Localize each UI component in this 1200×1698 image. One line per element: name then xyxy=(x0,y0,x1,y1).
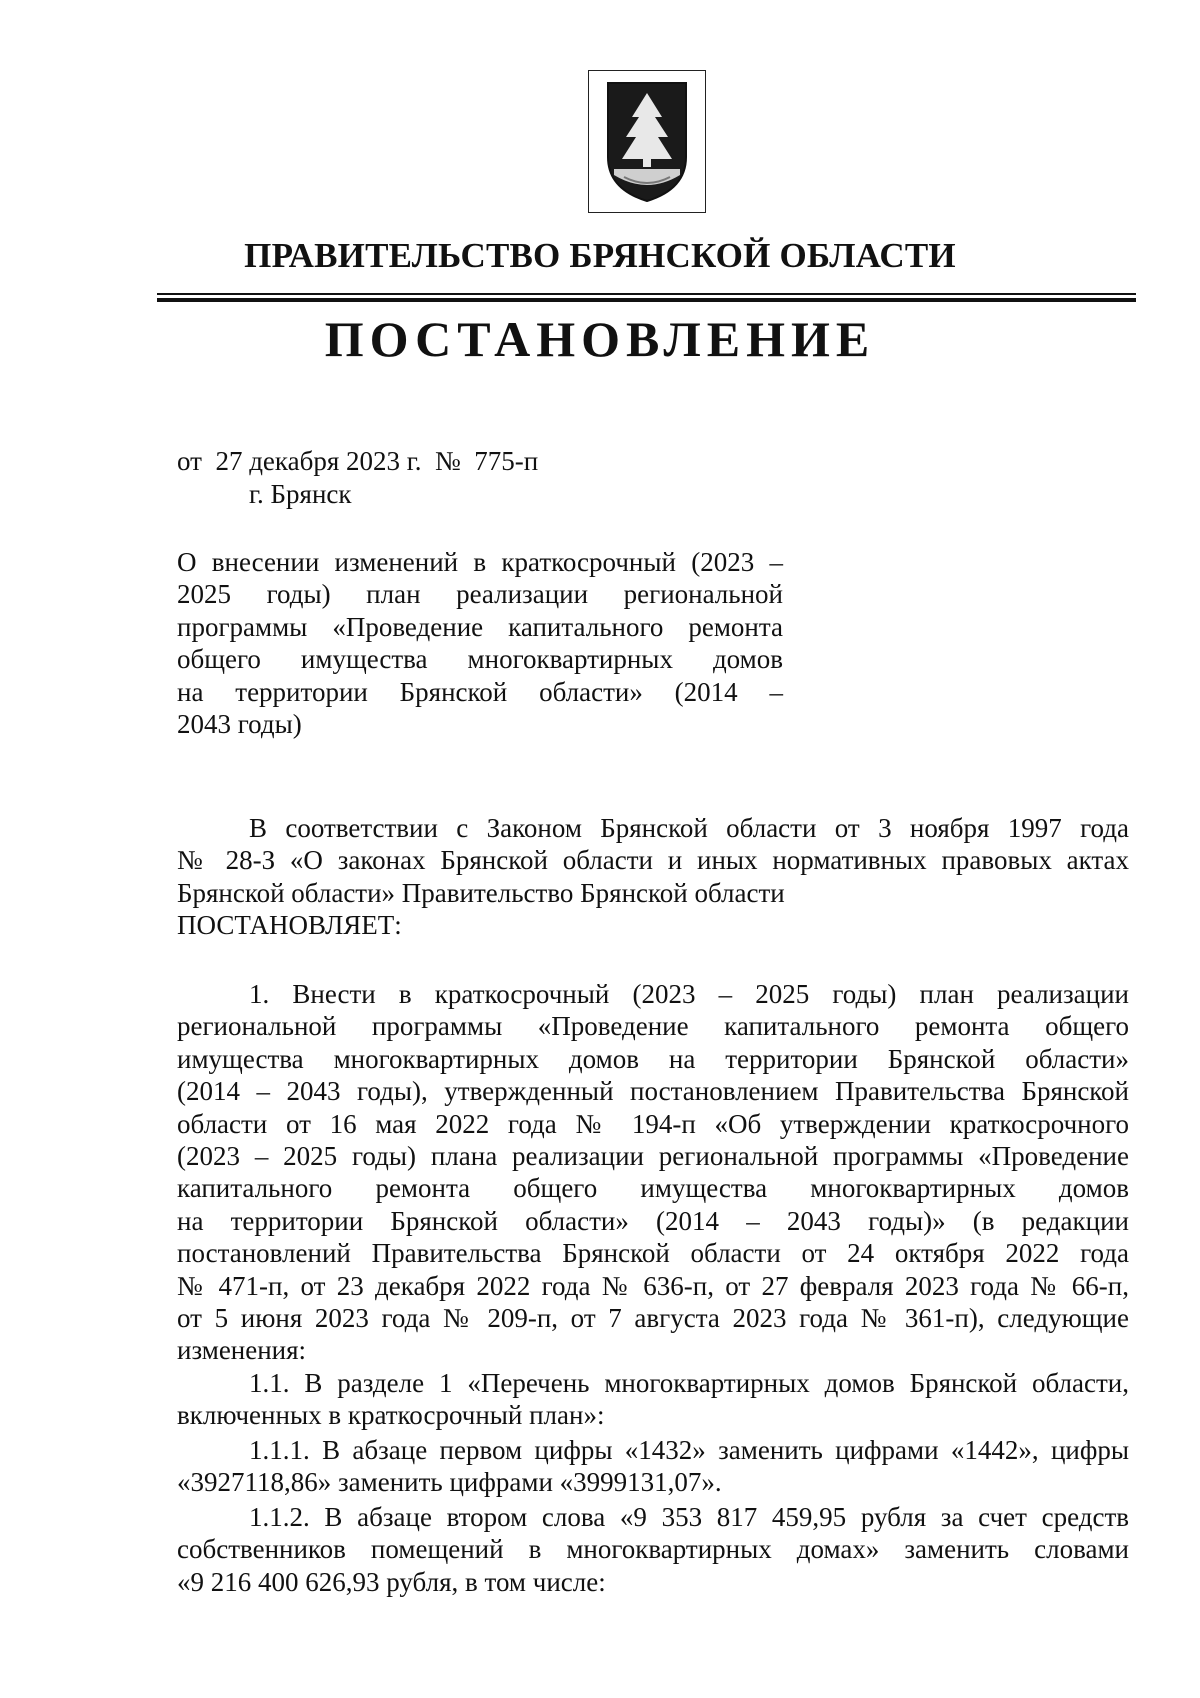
emblem-icon xyxy=(594,77,700,207)
item-1-1-1-line: «3927118,86» заменить цифрами «3999131,07». xyxy=(177,1467,722,1498)
resolves-heading: ПОСТАНОВЛЯЕТ: xyxy=(177,910,402,941)
subject-line: программы «Проведение капитального ремонта xyxy=(177,611,783,642)
item-1 xyxy=(177,978,1129,1367)
item-1-line: области от 16 мая 2022 года № 194-п «Об утверждении краткосрочного xyxy=(177,1108,1129,1139)
item-1-1-line: включенных в краткосрочный план»: xyxy=(177,1400,605,1431)
item-1-1-2-line: «9 216 400 626,93 рубля, в том числе: xyxy=(177,1566,606,1597)
subject-line: О внесении изменений в краткосрочный (2023 – xyxy=(177,547,783,577)
item-1-line: на территории Брянской области» (2014 – 2043 годы)» (в редакции xyxy=(177,1205,1129,1236)
subject-line: общего имущества многоквартирных домов xyxy=(177,644,783,675)
item-1-1-1 xyxy=(177,1434,1129,1499)
header-rule-thin xyxy=(157,293,1136,295)
item-1-line: 1. Внести в краткосрочный (2023 – 2025 годы) план реализации xyxy=(249,979,1129,1009)
item-1-line: постановлений Правительства Брянской области от 24 октября 2022 года xyxy=(177,1238,1129,1269)
subject-line: 2025 годы) план реализации региональной xyxy=(177,579,783,610)
preamble-line: В соответствии с Законом Брянской области от 3 ноября 1997 года xyxy=(249,813,1129,843)
item-1-1-2-line: собственников помещений в многоквартирных домах» заменить словами xyxy=(177,1534,1129,1565)
preamble-line: № 28-З «О законах Брянской области и иных нормативных правовых актах xyxy=(177,845,1129,876)
city: г. Брянск xyxy=(249,479,352,509)
subject-line: 2043 годы) xyxy=(177,708,302,739)
item-1-line: (2014 – 2043 годы), утвержденный постановлением Правительства Брянской xyxy=(177,1076,1129,1107)
item-1-line: от 5 июня 2023 года № 209-п, от 7 августа 2023 года № 361-п), следующие xyxy=(177,1302,1129,1333)
item-1-line: изменения: xyxy=(177,1335,307,1366)
item-1-1-2-line: 1.1.2. В абзаце втором слова «9 353 817 459,95 рубля за счет средств xyxy=(249,1502,1129,1532)
item-1-line: (2023 – 2025 годы) плана реализации региональной программы «Проведение xyxy=(177,1140,1129,1171)
item-1-line: капитального ремонта общего имущества многоквартирных домов xyxy=(177,1173,1129,1204)
document-type-title: ПОСТАНОВЛЕНИЕ xyxy=(324,311,876,367)
item-1-1-line: 1.1. В разделе 1 «Перечень многоквартирных домов Брянской области, xyxy=(249,1368,1129,1398)
item-1-1 xyxy=(177,1367,1129,1432)
preamble-line: Брянской области» Правительство Брянской области xyxy=(177,877,785,908)
item-1-line: региональной программы «Проведение капитального ремонта общего xyxy=(177,1011,1129,1042)
government-name: ПРАВИТЕЛЬСТВО БРЯНСКОЙ ОБЛАСТИ xyxy=(244,236,956,275)
preamble xyxy=(177,812,1129,942)
item-1-line: № 471-п, от 23 декабря 2022 года № 636-п, от 27 февраля 2023 года № 66-п, xyxy=(177,1270,1129,1301)
subject-line: на территории Брянской области» (2014 – xyxy=(177,676,783,707)
item-1-1-2 xyxy=(177,1501,1129,1598)
header-rule-thick xyxy=(157,298,1136,302)
item-1-1-1-line: 1.1.1. В абзаце первом цифры «1432» заменить цифрами «1442», цифры xyxy=(249,1435,1129,1465)
date-and-number: от 27 декабря 2023 г. № 775-п xyxy=(177,446,539,476)
coat-of-arms-emblem xyxy=(588,70,706,213)
item-1-line: имущества многоквартирных домов на территории Брянской области» xyxy=(177,1043,1129,1074)
decree-subject xyxy=(177,546,783,740)
